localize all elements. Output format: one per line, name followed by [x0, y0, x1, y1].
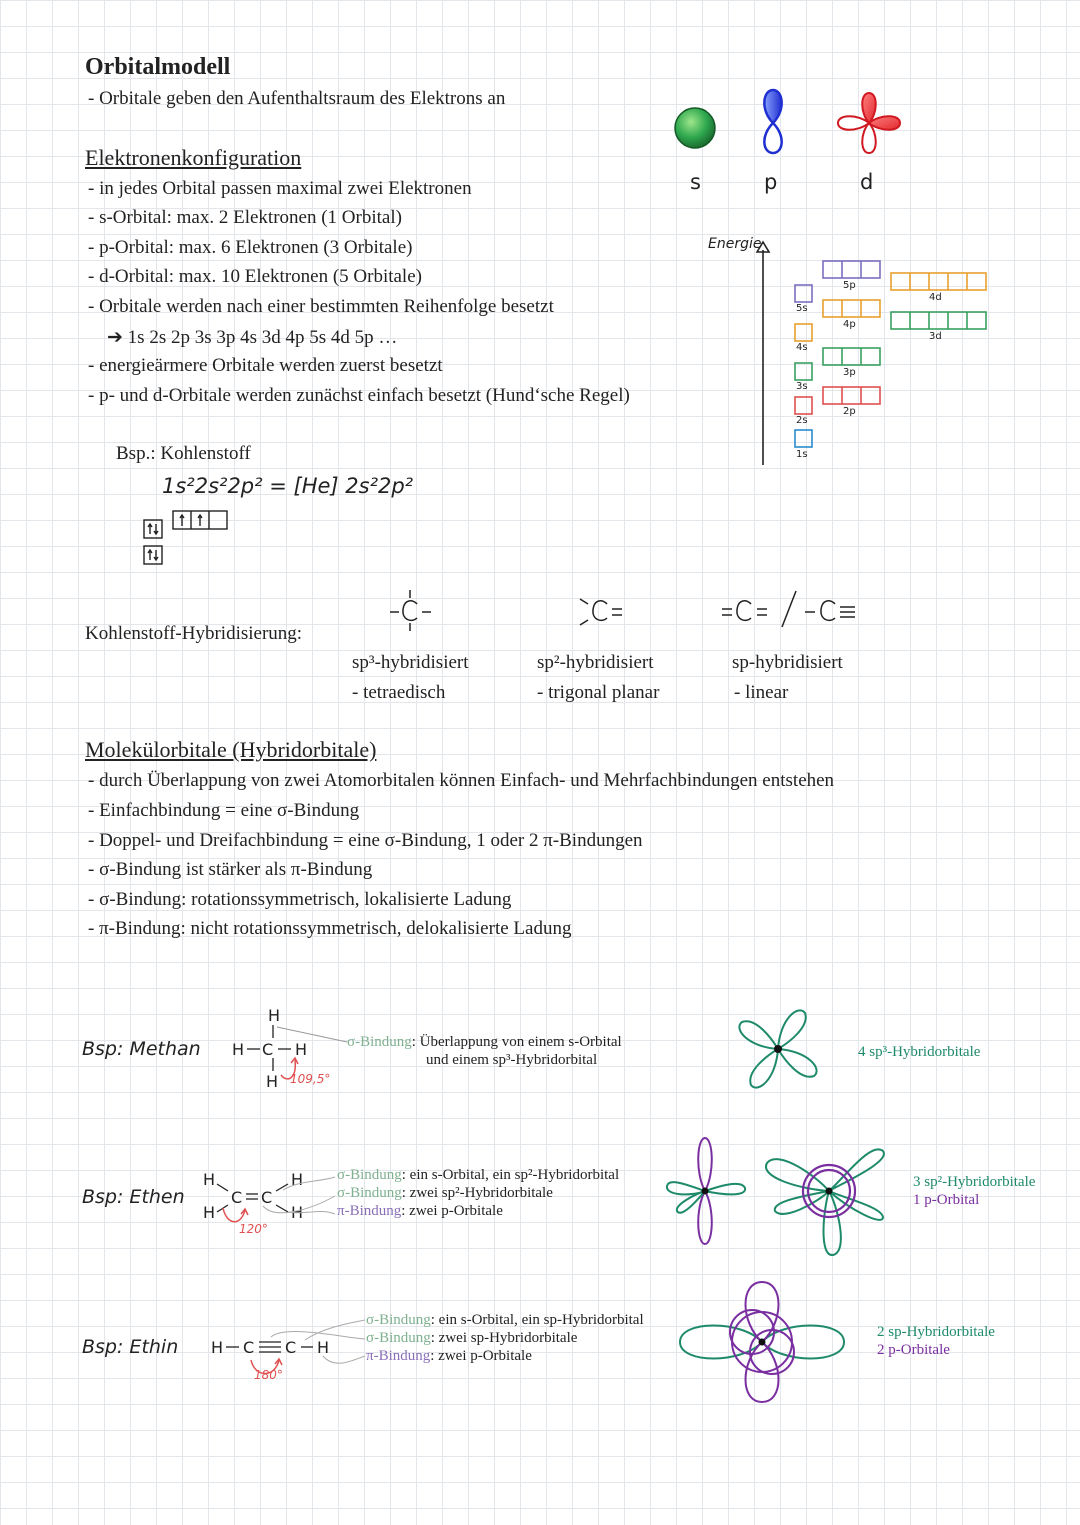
svg-text:C: C	[262, 1040, 274, 1059]
methan-angle: 109,5°	[290, 1072, 331, 1086]
box-2s	[795, 397, 812, 414]
sp-structure	[722, 591, 855, 627]
sigma-label: σ-Bindung	[366, 1330, 431, 1346]
level-label: 5p	[843, 280, 856, 291]
svg-text:C: C	[243, 1338, 255, 1357]
energy-diagram	[755, 235, 1005, 470]
level-label: 3p	[843, 367, 856, 378]
config-item: - p- und d-Orbitale werden zunächst einfach besetzt (Hund‘sche Regel)	[88, 385, 630, 406]
ethen-bond-line-3	[337, 1203, 503, 1220]
methan-orbital-diagram	[735, 1010, 825, 1092]
config-heading: Elektronenkonfiguration	[85, 145, 302, 170]
svg-text:H: H	[266, 1072, 279, 1091]
ethin-bond-text: : ein s-Orbital, ein sp-Hybridorbital	[430, 1312, 644, 1328]
level-label: 2s	[796, 415, 808, 426]
svg-text:H: H	[291, 1170, 304, 1189]
carbon-box-diagram	[140, 508, 235, 570]
p-label: p	[764, 170, 778, 194]
methan-label: Bsp: Methan	[82, 1038, 201, 1060]
ethin-structure	[205, 1310, 370, 1385]
s-label: s	[690, 170, 701, 194]
level-label: 4s	[796, 342, 808, 353]
sp-shape: - linear	[734, 682, 789, 703]
pi-label: π-Bindung	[337, 1203, 402, 1219]
level-label: 2p	[843, 406, 856, 417]
box-3d	[891, 312, 986, 329]
level-label: 4p	[843, 319, 856, 330]
box-5p	[823, 261, 880, 278]
svg-text:C: C	[261, 1188, 273, 1207]
ethen-orbital-caption-1: 3 sp²-Hybridorbitale	[913, 1174, 1036, 1190]
molecular-item: - durch Überlappung von zwei Atomorbitalen können Einfach- und Mehrfachbindungen entstehen	[88, 770, 835, 791]
ethen-bond-text: : zwei p-Orbitale	[401, 1203, 503, 1219]
ethin-bond-text: : zwei p-Orbitale	[430, 1348, 532, 1364]
config-item: - p-Orbital: max. 6 Elektronen (3 Orbitale)	[88, 237, 413, 258]
molecular-item: - σ-Bindung ist stärker als π-Bindung	[88, 859, 373, 880]
config-item: - s-Orbital: max. 2 Elektronen (1 Orbital)	[88, 207, 402, 228]
sp2-shape: - trigonal planar	[537, 682, 660, 703]
p-orbital-icon	[764, 90, 781, 153]
s-orbital-icon	[675, 108, 715, 148]
methan-bond-text: : Überlappung von einem s-Orbital	[411, 1034, 622, 1050]
config-item: - Orbitale werden nach einer bestimmten Reihenfolge besetzt	[88, 296, 554, 317]
box-4s	[795, 324, 812, 341]
molecular-item: - π-Bindung: nicht rotationssymmetrisch, delokalisierte Ladung	[88, 918, 572, 939]
box-1s-filled	[144, 546, 162, 564]
svg-text:C: C	[231, 1188, 243, 1207]
carbon-formula: 1s²2s²2p² = [He] 2s²2p²	[162, 474, 414, 498]
sigma-label: σ-Bindung	[337, 1185, 402, 1201]
ethin-label: Bsp: Ethin	[82, 1336, 179, 1358]
ethen-bond-line-2	[337, 1185, 553, 1202]
box-3p	[823, 348, 880, 365]
ethen-orbital-caption-2: 1 p-Orbital	[913, 1192, 980, 1208]
energy-axis	[757, 242, 769, 465]
level-label: 3s	[796, 381, 808, 392]
molecular-item: - Doppel- und Dreifachbindung = eine σ-Bindung, 1 oder 2 π-Bindungen	[88, 830, 643, 851]
molecular-item: - σ-Bindung: rotationssymmetrisch, lokalisierte Ladung	[88, 889, 512, 910]
sp3-name: sp³-hybridisiert	[352, 652, 469, 673]
config-item: - in jedes Orbital passen maximal zwei Elektronen	[88, 178, 472, 199]
level-label: 3d	[929, 331, 942, 342]
ethin-bond-line-3	[366, 1348, 532, 1365]
sp2-name: sp²-hybridisiert	[537, 652, 654, 673]
sigma-label: σ-Bindung	[366, 1312, 431, 1328]
ethen-bond-text: : zwei sp²-Hybridorbitale	[401, 1185, 553, 1201]
box-4d	[891, 273, 986, 290]
box-2s-filled	[144, 520, 162, 538]
config-item: - d-Orbital: max. 10 Elektronen (5 Orbitale)	[88, 266, 422, 287]
sp3-structure	[390, 590, 431, 631]
energy-axis-label: Energie	[708, 236, 762, 252]
ethen-orbital-diagram	[660, 1133, 900, 1258]
methan-orbital-caption: 4 sp³-Hybridorbitale	[858, 1044, 981, 1060]
config-sequence: ➔ 1s 2s 2p 3s 3p 4s 3d 4p 5s 4d 5p …	[107, 327, 398, 348]
ethin-orbital-caption-1: 2 sp-Hybridorbitale	[877, 1324, 995, 1340]
ethin-bond-text: : zwei sp-Hybridorbitale	[430, 1330, 578, 1346]
svg-text:H: H	[291, 1203, 304, 1222]
ethin-orbital-caption-2: 2 p-Orbitale	[877, 1342, 950, 1358]
svg-text:H: H	[203, 1170, 216, 1189]
ethin-orbital-diagram	[675, 1280, 860, 1405]
ethen-bond-text: : ein s-Orbital, ein sp²-Hybridorbital	[401, 1167, 620, 1183]
ethin-bond-line-2	[366, 1330, 577, 1347]
molecular-item: - Einfachbindung = eine σ-Bindung	[88, 800, 360, 821]
sp-name: sp-hybridisiert	[732, 652, 843, 673]
sigma-label: σ-Bindung	[347, 1034, 412, 1050]
ethen-angle: 120°	[239, 1222, 268, 1236]
svg-text:H: H	[317, 1338, 330, 1357]
sp3-shape: - tetraedisch	[352, 682, 446, 703]
d-orbital-icon	[838, 93, 900, 153]
box-3s	[795, 363, 812, 380]
box-1s	[795, 430, 812, 447]
svg-text:H: H	[203, 1203, 216, 1222]
carbon-example-label: Bsp.: Kohlenstoff	[116, 443, 251, 464]
box-4p	[823, 300, 880, 317]
page-title: Orbitalmodell	[85, 54, 231, 80]
pi-label: π-Bindung	[366, 1348, 431, 1364]
ethen-label: Bsp: Ethen	[82, 1186, 185, 1208]
config-item: - energieärmere Orbitale werden zuerst besetzt	[88, 355, 443, 376]
methan-bond-line	[347, 1034, 622, 1051]
svg-text:H: H	[295, 1040, 308, 1059]
box-2p	[823, 387, 880, 404]
hybridization-label: Kohlenstoff-Hybridisierung:	[85, 623, 303, 644]
ethin-angle: 180°	[254, 1368, 283, 1382]
box-5s	[795, 285, 812, 302]
svg-text:H: H	[268, 1006, 281, 1025]
d-label: d	[860, 170, 874, 194]
sigma-label: σ-Bindung	[337, 1167, 402, 1183]
hybridization-structures	[380, 585, 880, 635]
level-label: 4d	[929, 292, 942, 303]
sp2-structure	[580, 599, 622, 625]
molecular-heading: Molekülorbitale (Hybridorbitale)	[85, 737, 377, 762]
methan-bond-text-2: und einem sp³-Hybridorbital	[426, 1052, 598, 1068]
svg-text:C: C	[285, 1338, 297, 1357]
intro-text: - Orbitale geben den Aufenthaltsraum des Elektrons an	[88, 88, 506, 109]
level-label: 1s	[796, 449, 808, 460]
level-label: 5s	[796, 303, 808, 314]
svg-text:H: H	[211, 1338, 224, 1357]
ethen-bond-line-1	[337, 1167, 619, 1184]
svg-text:H: H	[232, 1040, 245, 1059]
ethin-bond-line-1	[366, 1312, 644, 1329]
